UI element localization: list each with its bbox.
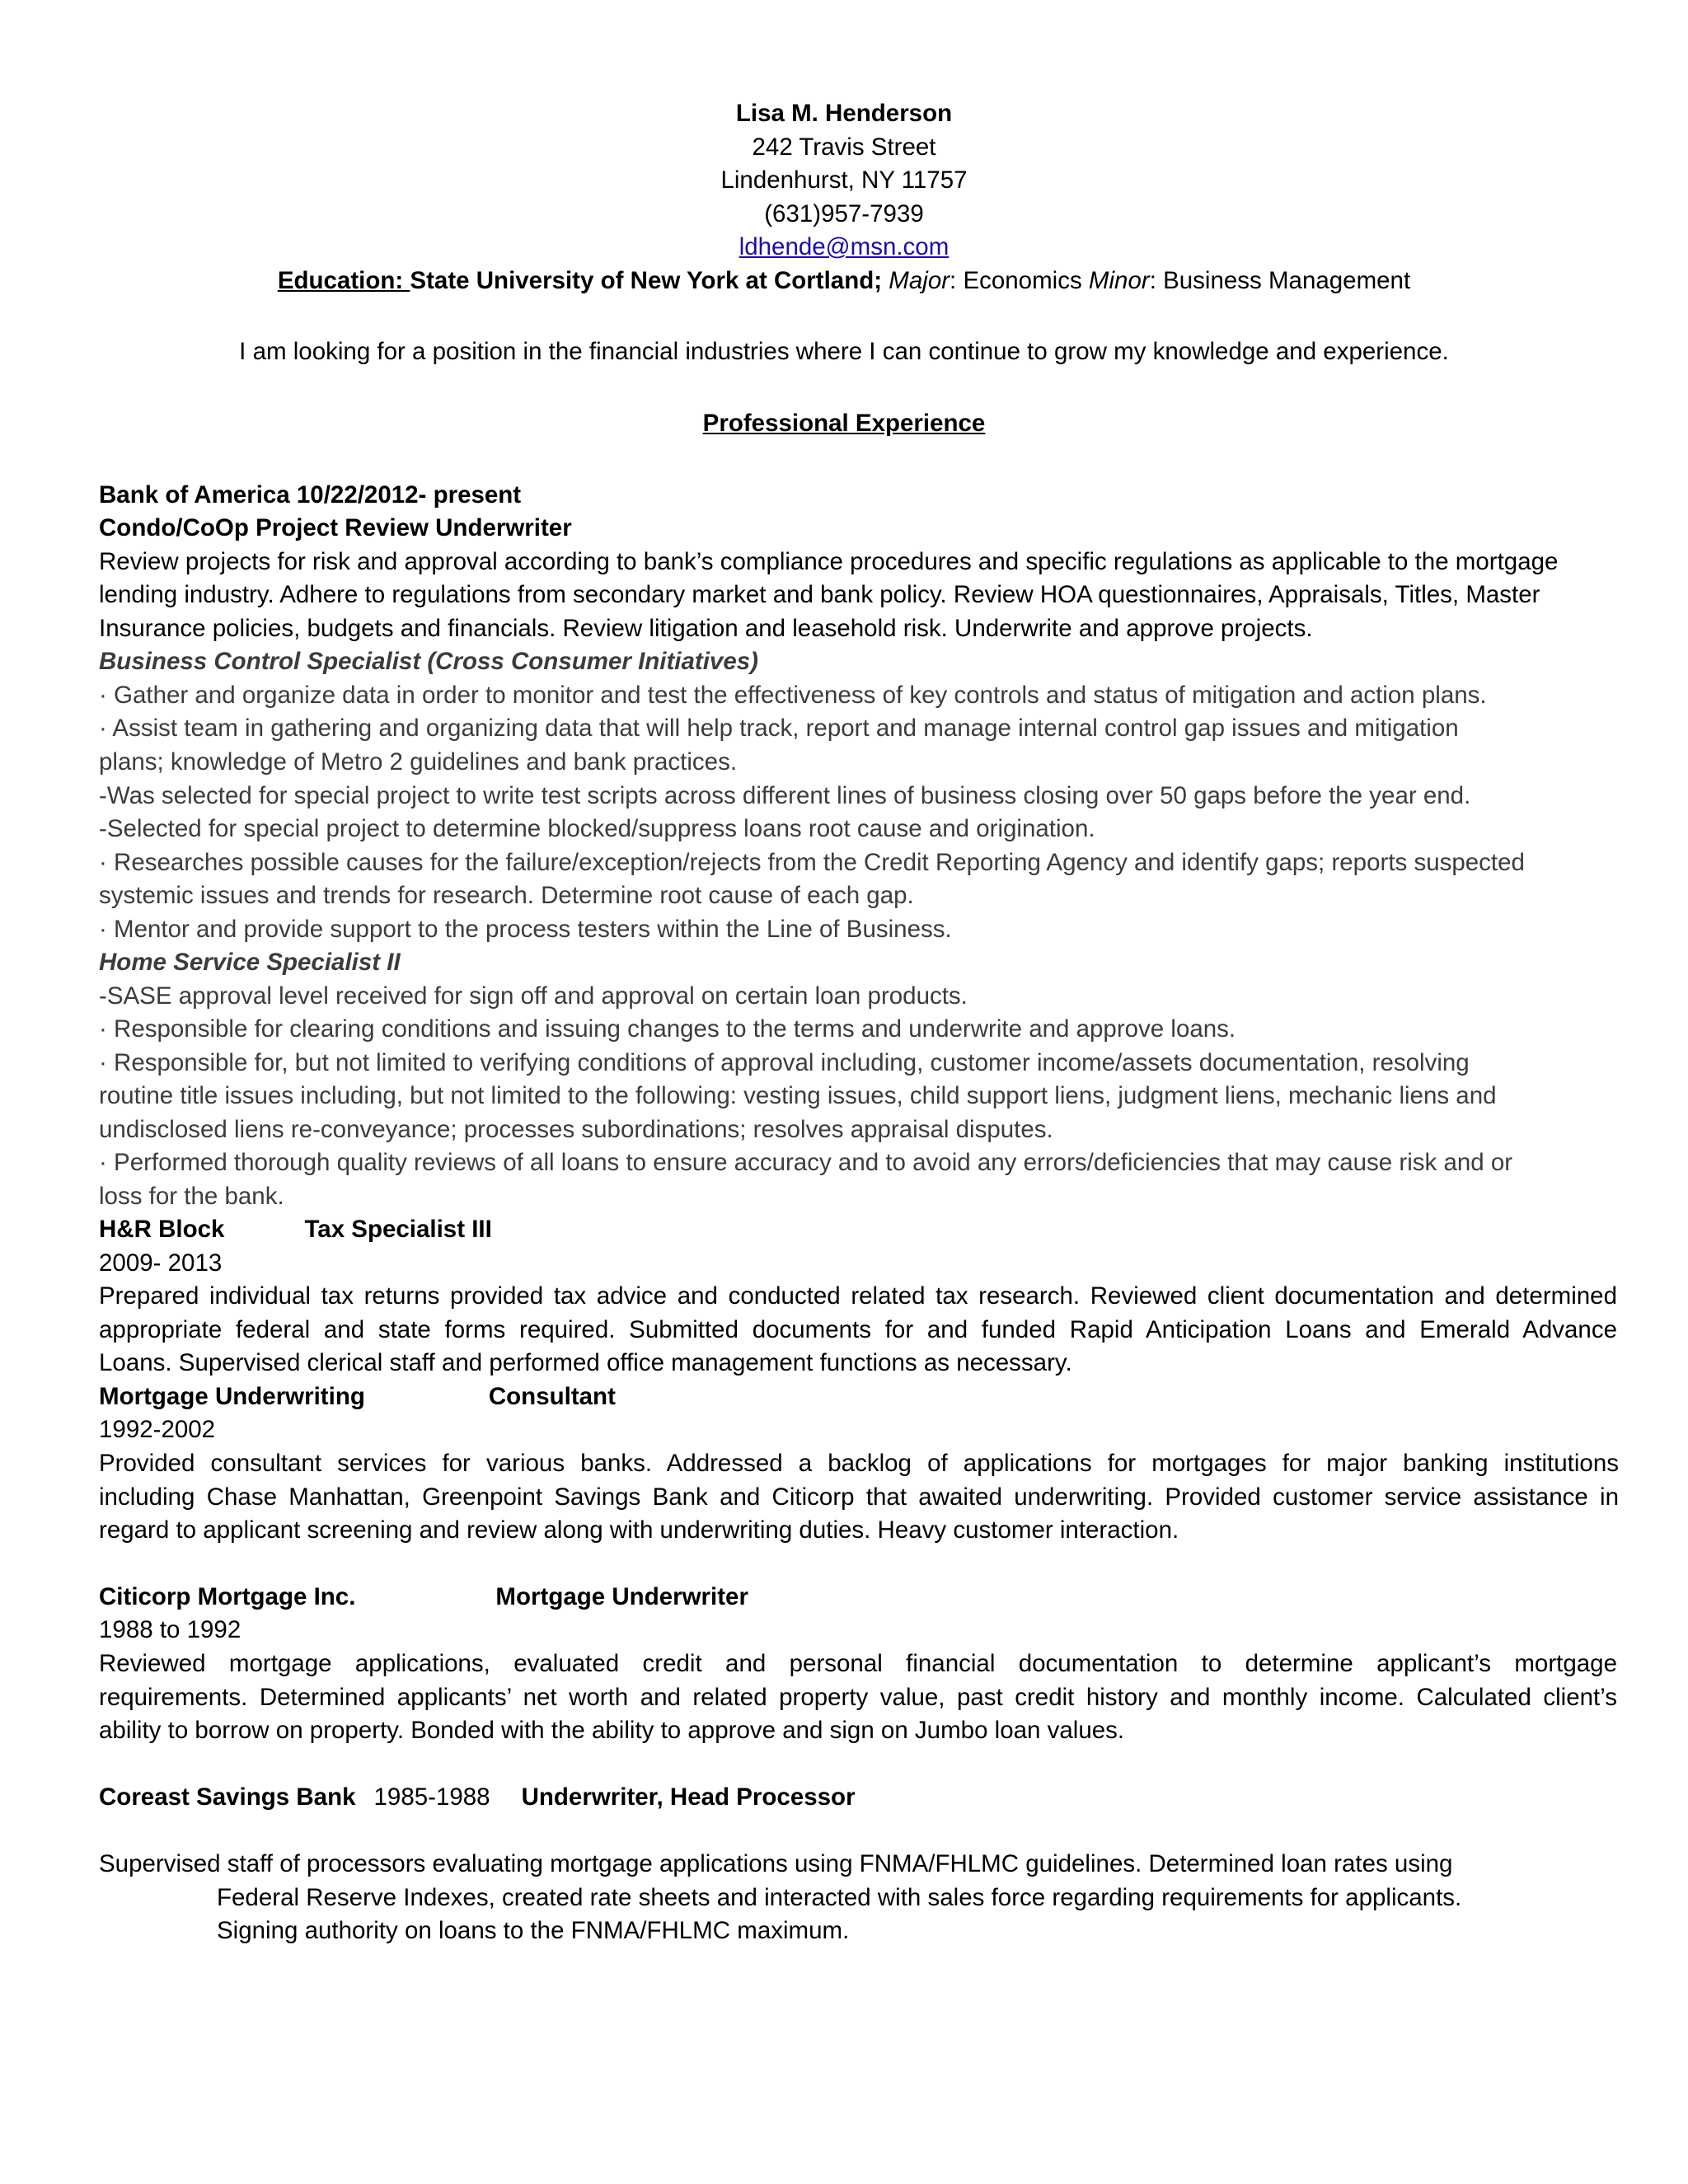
mortgage-uw-line: Provided consultant services for various banks. Addressed a backlog of applications for mortgages for major banking institutions: [99, 1450, 1619, 1477]
citicorp-description: [99, 1647, 1617, 1748]
education-line: [0, 265, 1688, 298]
section-title: Professional Experience: [702, 410, 986, 437]
boa-role3-line: routine title issues including, but not limited to the following: vesting issues, child support liens, judgment liens, mechanic liens and: [99, 1082, 1497, 1109]
coreast-dates: 1985-1988: [373, 1783, 490, 1811]
boa-role3-line: · Responsible for, but not limited to verifying conditions of approval including, customer income/assets documentation, resolving: [99, 1049, 1470, 1076]
mortgage-uw-line: including Chase Manhattan, Greenpoint Savings Bank and Citicorp that awaited underwriting. Provided customer service assistance in: [99, 1483, 1619, 1511]
citicorp-header: [99, 1581, 748, 1615]
boa-role2-line: · Assist team in gathering and organizing data that will help track, report and manage internal control gap issues and mitigation: [99, 715, 1459, 742]
boa-header: Bank of America 10/22/2012- present: [99, 481, 522, 509]
objective-statement: I am looking for a position in the financial industries where I can continue to grow my knowledge and experience.: [239, 338, 1449, 365]
boa-role1-title: Condo/CoOp Project Review Underwriter: [99, 514, 572, 541]
boa-role3-line: undisclosed liens re-conveyance; processes subordinations; resolves appraisal disputes.: [99, 1116, 1053, 1143]
citicorp-line: requirements. Determined applicants’ net worth and related property value, past credit history and monthly income. Calculated client’s: [99, 1683, 1617, 1711]
boa-role2-line: systemic issues and trends for research. Determine root cause of each gap.: [99, 882, 914, 909]
citicorp-title: Mortgage Underwriter: [495, 1583, 748, 1610]
major-value: : Economics: [950, 267, 1089, 294]
citicorp-line: Reviewed mortgage applications, evaluated credit and personal financial documentation to determine applicant’s mortgage: [99, 1650, 1617, 1677]
citicorp-dates: 1988 to 1992: [99, 1616, 241, 1643]
hrblock-header: [99, 1213, 492, 1247]
mortgage-uw-title: Consultant: [488, 1383, 616, 1410]
education-label: Education:: [277, 267, 410, 294]
citicorp-company: Citicorp Mortgage Inc.: [99, 1583, 356, 1610]
email-row: [0, 231, 1688, 265]
hrblock-line: appropriate federal and state forms required. Submitted documents for and funded Rapid Anticipation Loans and Emerald Advance: [99, 1315, 1617, 1343]
major-label: Major: [889, 267, 950, 294]
coreast-line: Signing authority on loans to the FNMA/FHLMC maximum.: [217, 1917, 850, 1944]
hrblock-line: Loans. Supervised clerical staff and performed office management functions as necessary.: [99, 1349, 1072, 1377]
hrblock-dates: 2009- 2013: [99, 1249, 223, 1277]
boa-role3-title: Home Service Specialist II: [99, 949, 401, 976]
boa-role2-line: · Researches possible causes for the failure/exception/rejects from the Credit Reporting Agency and identify gaps; reports suspected: [99, 849, 1525, 876]
mortgage-uw-line: regard to applicant screening and review along with underwriting duties. Heavy customer interaction.: [99, 1516, 1179, 1544]
mortgage-uw-company: Mortgage Underwriting: [99, 1383, 365, 1410]
city-state-zip: Lindenhurst, NY 11757: [720, 166, 968, 194]
boa-role2-line: · Gather and organize data in order to monitor and test the effectiveness of key controls and status of mitigation and action plans.: [99, 682, 1487, 709]
mortgage-uw-header: [99, 1380, 616, 1414]
coreast-line: Supervised staff of processors evaluating mortgage applications using FNMA/FHLMC guidelines. Determined loan rates using: [99, 1850, 1453, 1877]
hrblock-line: Prepared individual tax returns provided tax advice and conducted related tax research. Reviewed client documentation and determined: [99, 1282, 1617, 1310]
boa-role2-line: -Selected for special project to determine blocked/suppress loans root cause and origination.: [99, 815, 1095, 842]
coreast-header: [99, 1781, 856, 1815]
coreast-line: Federal Reserve Indexes, created rate sheets and interacted with sales force regarding requirements for applicants.: [217, 1884, 1462, 1911]
phone-number: (631)957-7939: [764, 200, 924, 227]
education-school: State University of New York at Cortland;: [410, 267, 883, 294]
boa-role3-line: · Responsible for clearing conditions and issuing changes to the terms and underwrite and approve loans.: [99, 1015, 1236, 1043]
boa-role3-line: · Performed thorough quality reviews of all loans to ensure accuracy and to avoid any errors/deficiencies that may cause risk and or: [99, 1149, 1513, 1176]
coreast-title: Underwriter, Head Processor: [521, 1783, 856, 1811]
applicant-name: Lisa M. Henderson: [735, 100, 953, 127]
boa-role2-line: -Was selected for special project to write test scripts across different lines of business closing over 50 gaps before the year end.: [99, 782, 1471, 809]
boa-role3-line: -SASE approval level received for sign off and approval on certain loan products.: [99, 982, 968, 1010]
boa-role1-line: Review projects for risk and approval according to bank’s compliance procedures and specific regulations as applicable to the mortgage: [99, 548, 1559, 575]
boa-role3-line: loss for the bank.: [99, 1183, 284, 1210]
boa-role2-line: plans; knowledge of Metro 2 guidelines and bank practices.: [99, 748, 738, 776]
email-link[interactable]: ldhende@msn.com: [738, 233, 950, 260]
mortgage-uw-dates: 1992-2002: [99, 1416, 216, 1443]
hrblock-company: H&R Block: [99, 1216, 225, 1243]
mortgage-uw-description: [99, 1447, 1619, 1548]
boa-role2-title: Business Control Specialist (Cross Consumer Initiatives): [99, 648, 758, 675]
hrblock-title: Tax Specialist III: [304, 1216, 492, 1243]
coreast-company: Coreast Savings Bank: [99, 1783, 356, 1811]
boa-role2-line: · Mentor and provide support to the process testers within the Line of Business.: [99, 916, 952, 943]
boa-role1-line: Insurance policies, budgets and financials. Review litigation and leasehold risk. Underwrite and approve projects.: [99, 615, 1313, 642]
minor-label: Minor: [1088, 267, 1150, 294]
boa-role1-line: lending industry. Adhere to regulations from secondary market and bank policy. Review HOA questionnaires, Appraisals, Titles, Master: [99, 581, 1540, 608]
hrblock-description: [99, 1280, 1617, 1380]
minor-value: : Business Management: [1149, 267, 1411, 294]
citicorp-line: ability to borrow on property. Bonded with the ability to approve and sign on Jumbo loan values.: [99, 1717, 1125, 1745]
street-address: 242 Travis Street: [752, 134, 936, 161]
